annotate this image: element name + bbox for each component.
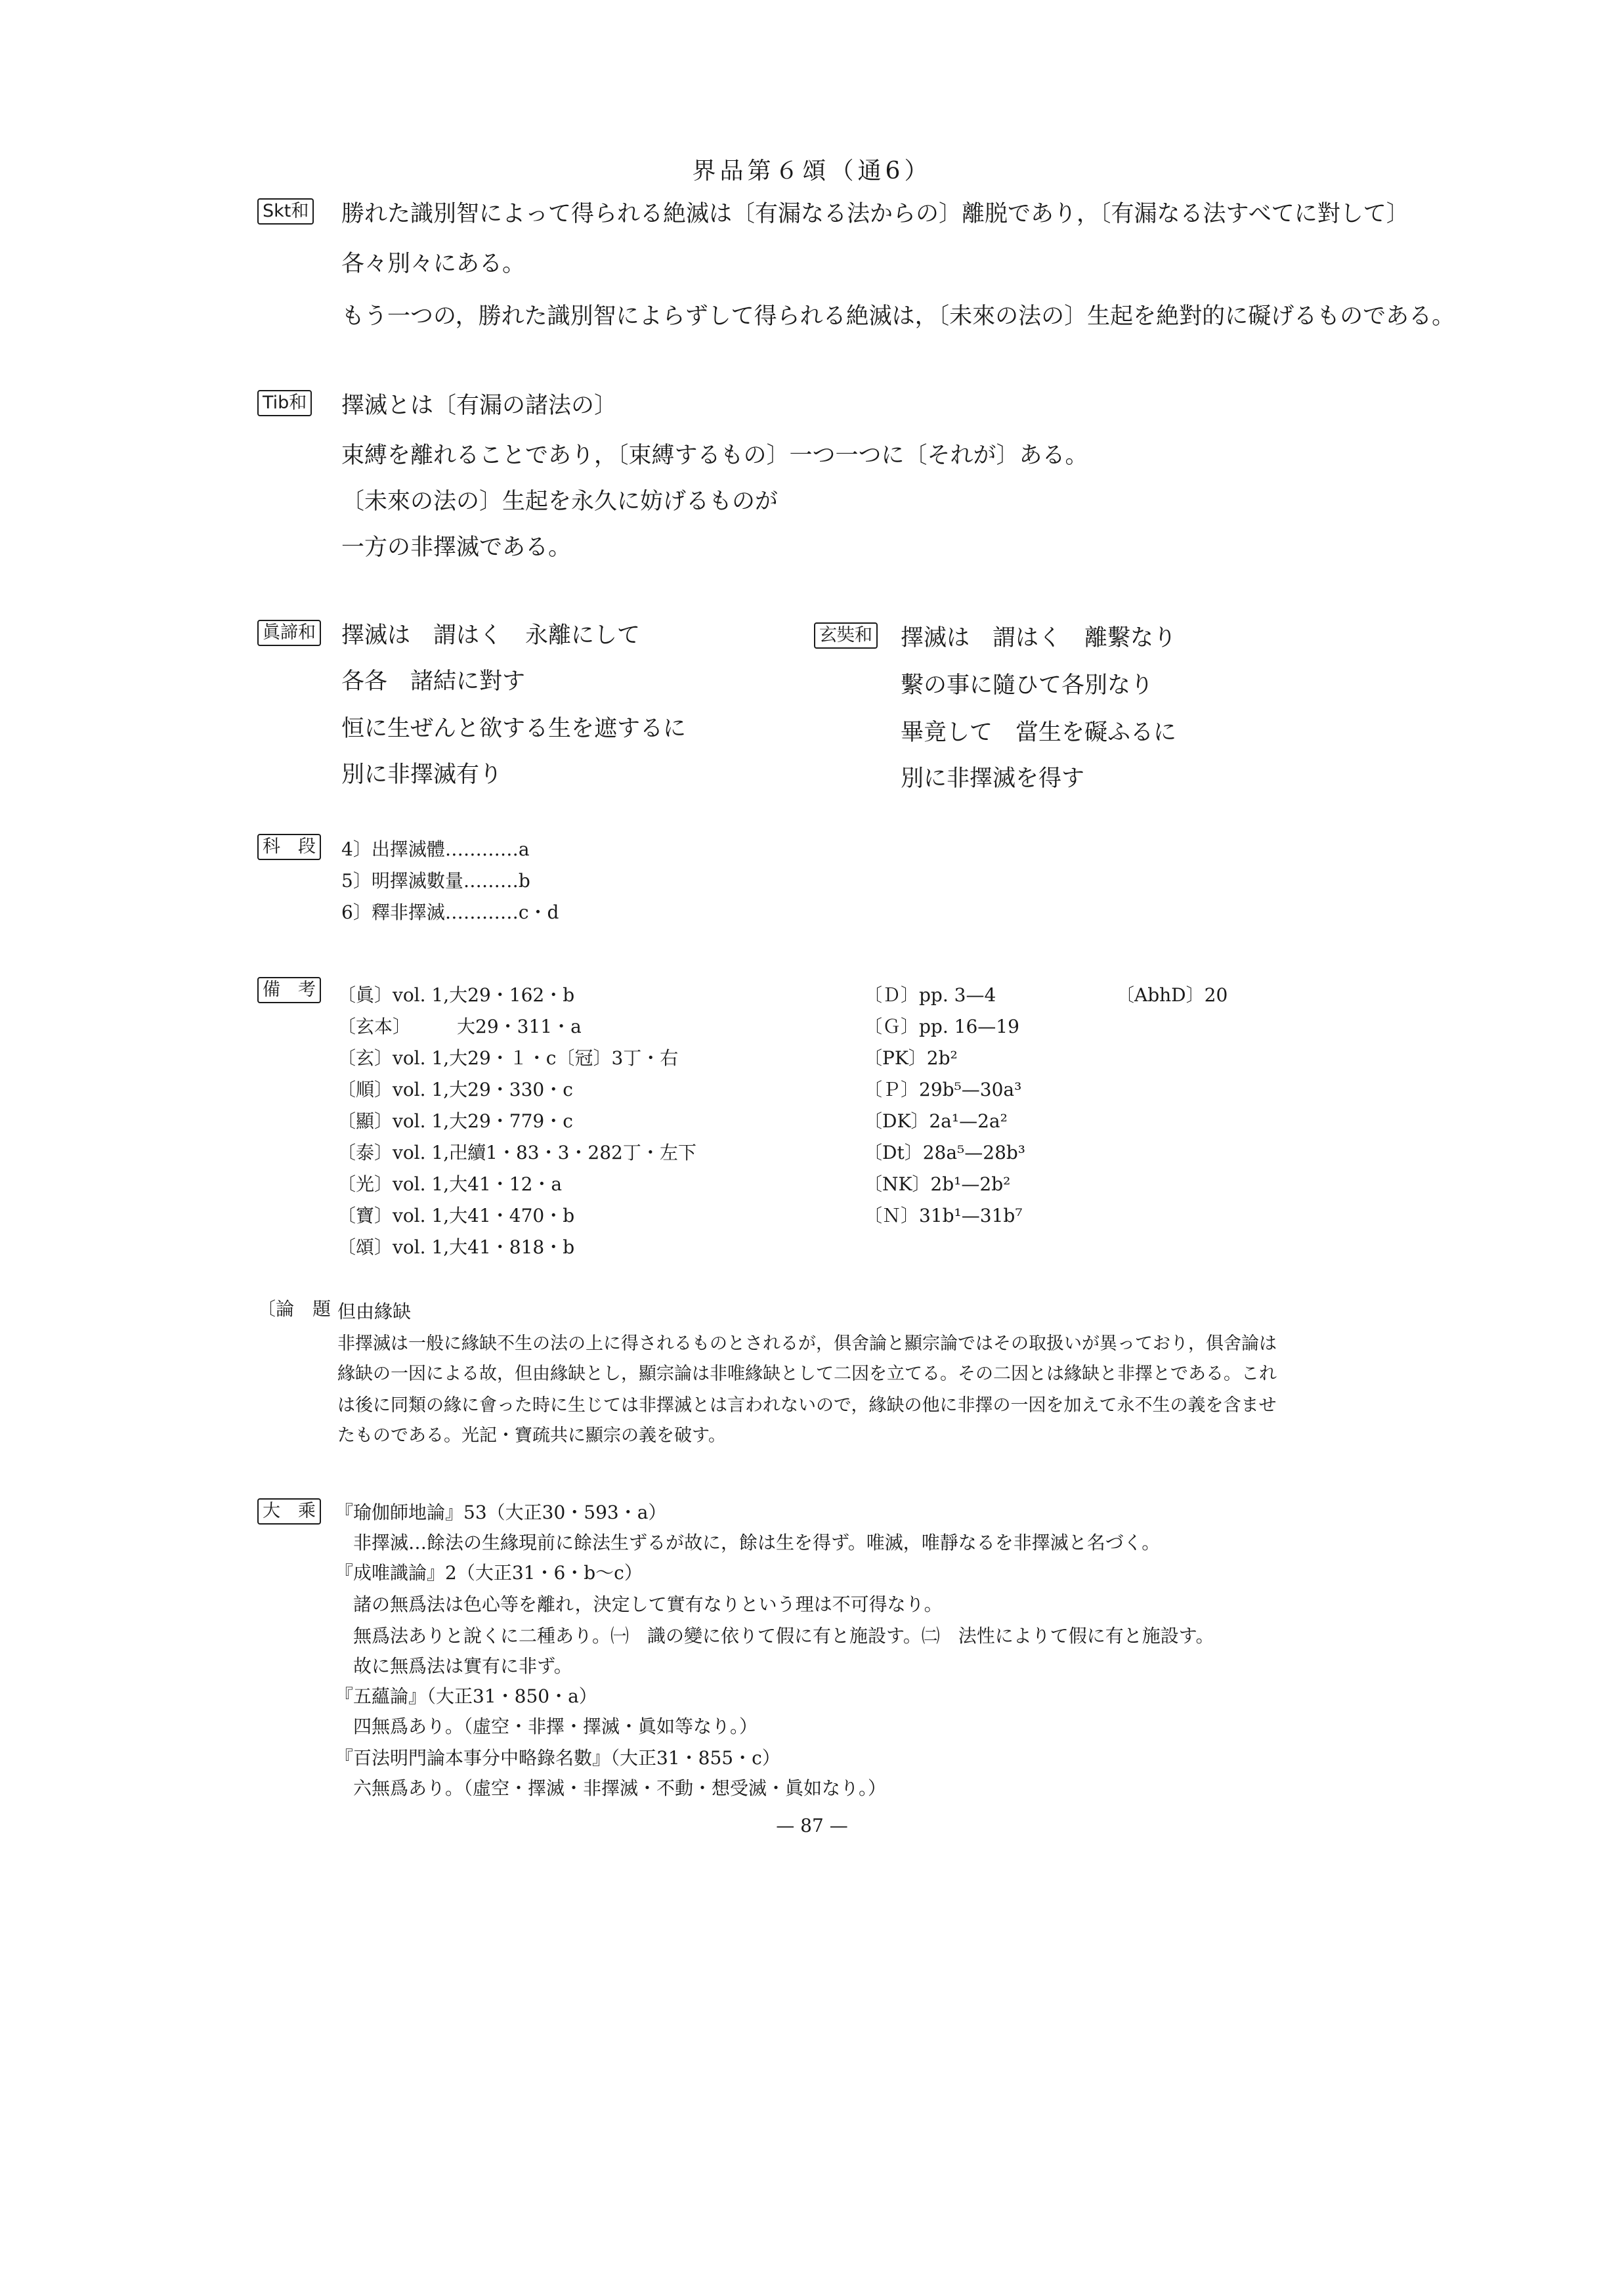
bikou-right-line: 〔NK〕2b¹—2b² — [864, 1173, 1011, 1195]
bikou-left-line: 〔眞〕vol. 1,大29・162・b — [337, 984, 575, 1006]
dasheng-line: 非擇滅…餘法の生緣現前に餘法生ずるが故に，餘は生を得ず。唯滅，唯靜なるを非擇滅と名づく。 — [335, 1532, 1161, 1553]
bikou-tag: 備 考 — [257, 977, 321, 1003]
bikou-abhd: 〔AbhD〕20 — [1116, 984, 1228, 1006]
dasheng-line: 無爲法ありと說くに二種あり。㈠ 識の變に依りて假に有と施設す。㈡ 法性によりて假に有と施設す。 — [335, 1625, 1214, 1647]
bikou-left-line: 〔光〕vol. 1,大41・12・a — [337, 1173, 563, 1195]
bikou-left-line: 〔玄本〕 大29・311・a — [337, 1016, 582, 1037]
bikou-right-line: 〔Ｇ〕pp. 16—19 — [864, 1016, 1019, 1037]
bikou-right-line: 〔Ｄ〕pp. 3—4 — [864, 984, 996, 1006]
bikou-left-line: 〔頌〕vol. 1,大41・818・b — [337, 1236, 575, 1258]
tib-tag: Tib和 — [257, 390, 312, 416]
page-number: — 87 — — [776, 1815, 848, 1836]
bikou-left-line: 〔泰〕vol. 1,卍續1・83・3・282丁・左下 — [337, 1142, 696, 1163]
ronti-line: 緣缺の一因による故，但由緣缺とし，顯宗論は非唯緣缺として二因を立てる。その二因とは緣缺と非擇とである。これ — [337, 1364, 1277, 1384]
bikou-right-line: 〔Ｎ〕31b¹—31b⁷ — [864, 1205, 1023, 1226]
dasheng-line: 『瑜伽師地論』53（大正30・593・a） — [335, 1502, 667, 1523]
skt-tag: Skt和 — [257, 198, 314, 225]
tib-line: 〔未來の法の〕生起を永久に妨げるものが — [341, 488, 779, 515]
dasheng-line: 『五蘊論』（大正31・850・a） — [335, 1685, 597, 1707]
dasheng-line: 『成唯識論』2（大正31・6・b〜c） — [335, 1562, 643, 1584]
xuanzang-line: 擇滅は 謂はく 離繫なり — [901, 625, 1177, 651]
dasheng-tag: 大 乘 — [257, 1498, 321, 1525]
keduan-line: 6〕釋非擇滅…………c・d — [341, 901, 559, 923]
zhendi-line: 擇滅は 謂はく 永離にして — [341, 622, 641, 649]
zhendi-line: 別に非擇滅有り — [341, 762, 503, 788]
dasheng-line: 四無爲あり。（虛空・非擇・擇滅・眞如等なり。） — [335, 1716, 758, 1737]
bikou-left-line: 〔寶〕vol. 1,大41・470・b — [337, 1205, 575, 1226]
xuanzang-tag: 玄奘和 — [814, 622, 878, 649]
tib-line: 擇滅とは〔有漏の諸法の〕 — [341, 393, 618, 419]
zhendi-tag: 眞諦和 — [257, 620, 321, 646]
ronti-tag: 〔論 題 — [257, 1298, 331, 1320]
zhendi-line: 恒に生ぜんと欲する生を遮するに — [341, 716, 687, 742]
ronti-line: 非擇滅は一般に緣缺不生の法の上に得されるものとされるが，俱舍論と顯宗論ではその取扱いが異っており，俱舍論は — [337, 1333, 1277, 1354]
bikou-right-line: 〔PK〕2b² — [864, 1047, 958, 1069]
page-title: 界品第６頌（通6） — [692, 158, 932, 184]
xuanzang-line: 別に非擇滅を得す — [901, 766, 1085, 792]
skt-line: 各々別々にある。 — [341, 251, 526, 277]
dasheng-line: 六無爲あり。（虛空・擇滅・非擇滅・不動・想受滅・眞如なり。） — [335, 1777, 887, 1799]
tib-line: 束縛を離れることであり，〔束縛するもの〕一つ一つに〔それが〕ある。 — [341, 443, 1088, 469]
zhendi-line: 各各 諸結に對す — [341, 668, 526, 695]
keduan-line: 5〕明擇滅數量………b — [341, 870, 530, 892]
tib-line: 一方の非擇滅である。 — [341, 534, 572, 561]
dasheng-line: 諸の無爲法は色心等を離れ，決定して實有なりという理は不可得なり。 — [335, 1593, 943, 1615]
keduan-tag: 科 段 — [257, 834, 321, 860]
keduan-line: 4〕出擇滅體…………a — [341, 838, 530, 860]
skt-line: もう一つの，勝れた識別智によらずして得られる絶滅は，〔未來の法の〕生起を絶對的に礙げるものである。 — [341, 303, 1455, 330]
bikou-left-line: 〔顯〕vol. 1,大29・779・c — [337, 1110, 573, 1132]
dasheng-line: 『百法明門論本事分中略錄名數』（大正31・855・c） — [335, 1747, 780, 1769]
bikou-right-line: 〔Ｐ〕29b⁵—30a³ — [864, 1079, 1022, 1100]
bikou-left-line: 〔順〕vol. 1,大29・330・c — [337, 1079, 573, 1100]
xuanzang-line: 繫の事に隨ひて各別なり — [901, 672, 1154, 699]
ronti-line: たものである。光記・寶疏共に顯宗の義を破す。 — [337, 1425, 726, 1446]
xuanzang-line: 畢竟して 當生を礙ふるに — [901, 720, 1177, 746]
ronti-line: は後に同類の緣に會った時に生じては非擇滅とは言われないので，緣缺の他に非擇の一因を加えて永不生の義を含ませ — [337, 1395, 1277, 1416]
bikou-left-line: 〔玄〕vol. 1,大29・１・c〔冠〕3丁・右 — [337, 1047, 679, 1069]
bikou-right-line: 〔DK〕2a¹—2a² — [864, 1110, 1008, 1132]
ronti-heading: 但由緣缺 — [337, 1301, 412, 1322]
bikou-right-line: 〔Dt〕28a⁵—28b³ — [864, 1142, 1026, 1163]
skt-line: 勝れた識別智によって得られる絶滅は〔有漏なる法からの〕離脱であり，〔有漏なる法すべてに對して〕 — [341, 201, 1409, 227]
dasheng-line: 故に無爲法は實有に非ず。 — [335, 1655, 572, 1677]
